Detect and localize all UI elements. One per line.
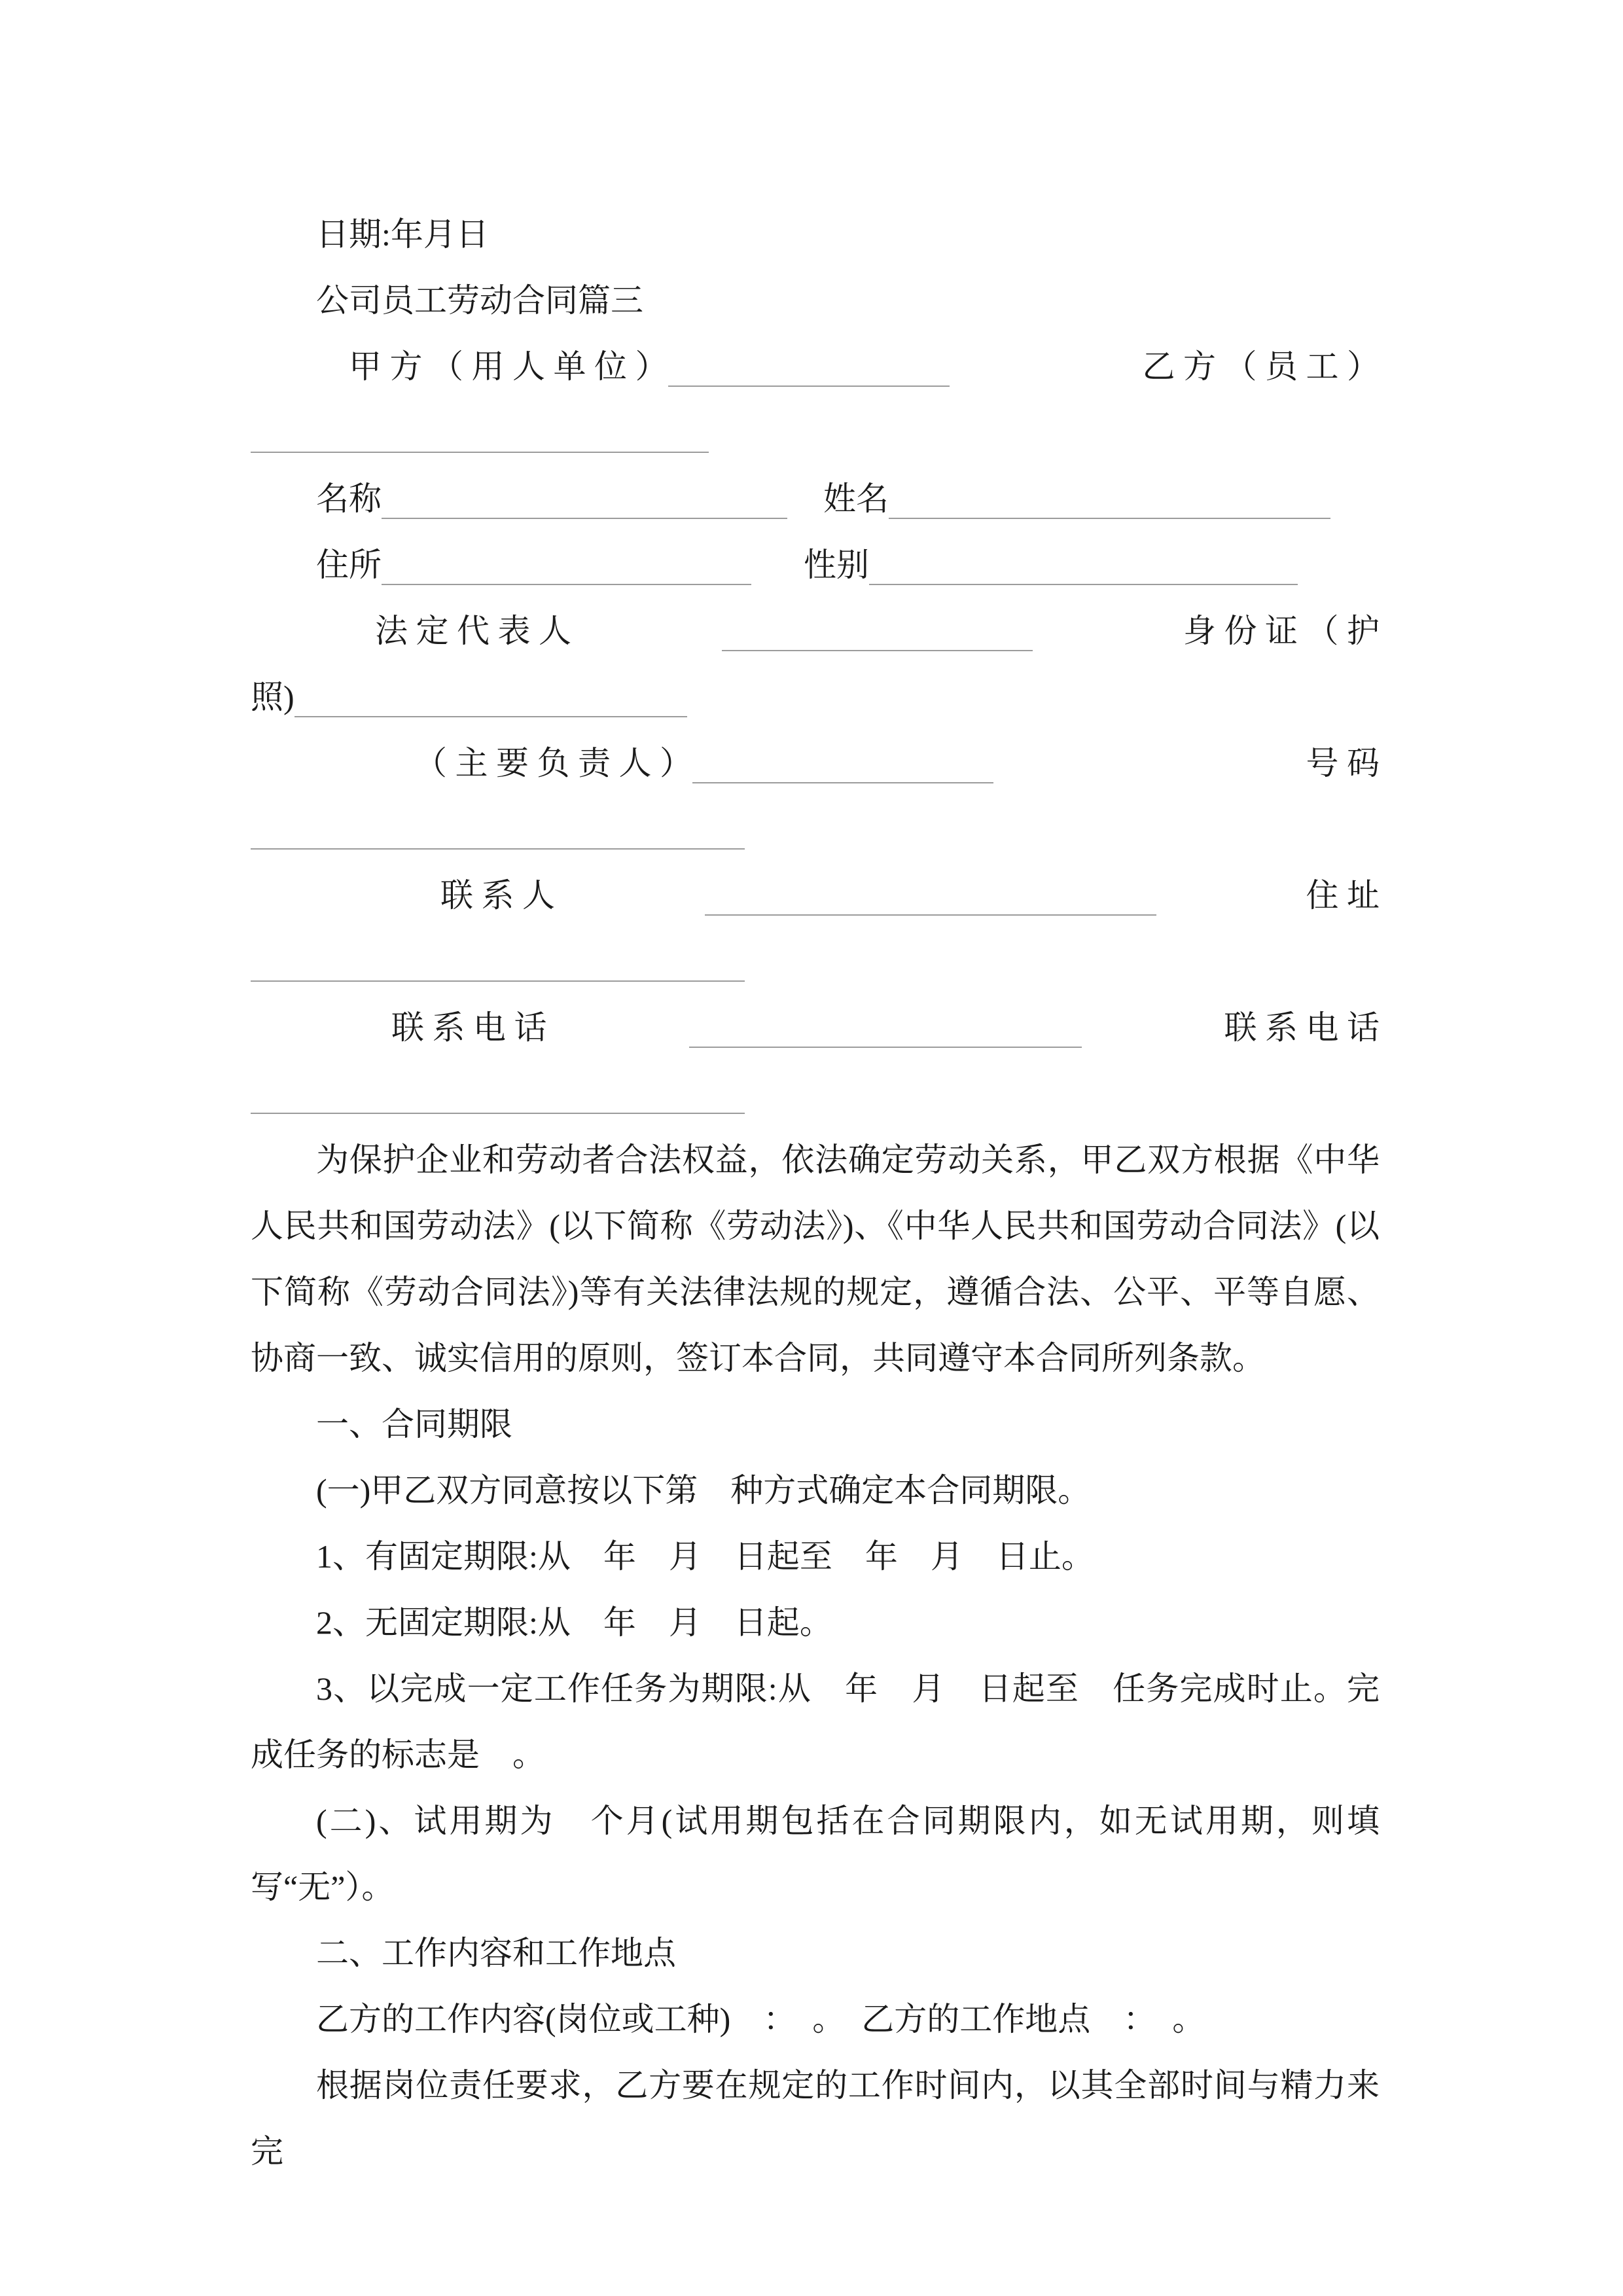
line-item [869,547,1298,583]
line-item [382,480,787,517]
text-run: 乙 方 （ 员 工 ） [1142,348,1380,385]
text-run: 联 系 人 [440,877,555,914]
line-item [375,598,571,664]
line-item [722,598,1033,664]
text-run: 住所 [316,547,382,583]
spacer [751,575,804,576]
blank-field [251,444,709,453]
blank-field [251,973,745,982]
clause-1-fixed-term: 1、有固定期限:从 年 月 日起至 年 月 日止。 [316,1538,1094,1575]
line-item [251,943,745,980]
line-item [889,480,1330,517]
text-run: 法 定 代 表 人 [375,613,571,649]
text-run: 联 系 电 话 [1224,1009,1380,1046]
line-item [391,995,547,1061]
clause-1-task-term: 3、以完成一定工作任务为期限:从 年 月 日起至 任务完成时止。完成任务的标志是 。 [251,1670,1380,1773]
line-item [251,811,745,848]
line-item [414,730,993,797]
blank-field [251,1105,745,1114]
line-item [382,547,751,583]
line-item [316,216,489,253]
blank-field [382,576,751,585]
blank-row [251,1061,1380,1127]
line-item [316,282,643,319]
section-1-heading: 一、合同期限 [316,1406,512,1443]
clause-work-duty: 根据岗位责任要求，乙方要在规定的工作时间内，以其全部时间与精力来完 [251,2067,1380,2170]
text-run: （ 主 要 负 责 人 ） [414,745,692,781]
clause-1-method: (一)甲乙双方同意按以下第 种方式确定本合同期限。 [316,1472,1091,1509]
line-item [705,863,1156,929]
section-2-heading: 二、工作内容和工作地点 [316,1935,676,1971]
blank-field [869,576,1298,585]
doc-title-line [251,268,1380,334]
line-item [316,547,382,583]
line-item [251,679,294,715]
text-run: 联 系 电 话 [391,1009,547,1046]
passport-row [251,664,1380,730]
line-item [1224,995,1380,1061]
line-item [751,547,804,583]
blank-field [692,774,993,783]
line-item [1143,334,1380,400]
text-run: 日期:年月日 [316,216,489,253]
text-run: 住 址 [1306,877,1380,914]
line-item [689,995,1082,1061]
line-item [787,480,823,517]
blank-field [722,642,1033,651]
spacer [787,509,823,510]
principal-row [251,730,1380,797]
text-run: 名称 [316,480,382,517]
blank-field [251,840,745,850]
blank-field [668,378,950,387]
line-item [349,334,950,400]
blank-field [705,906,1156,916]
text-run: 甲 方 （ 用 人 单 位 ） [349,348,668,385]
text-run: 身 份 证 （ 护 [1183,613,1380,649]
line-item [804,547,869,583]
preamble: 为保护企业和劳动者合法权益，依法确定劳动关系，甲乙双方根据《中华人民共和国劳动法》(以下简称《劳动法》)、《中华人民共和国劳动合同法》(以下简称《劳动合同法》)等有关法律法规的规定，遵循合法、公平、平等自愿、协商一致、诚实信用的原则，签订本合同，共同遵守本合同所列条款。 [251,1141,1380,1376]
line-item [251,1075,745,1112]
line-item [316,480,382,517]
text-run: 照) [251,679,294,715]
party-a-b-line [251,334,1380,400]
clause-2-probation: (二)、试用期为 个月(试用期包括在合同期限内，如无试用期，则填写“无”）。 [251,1803,1380,1905]
legal-rep-row [251,598,1380,664]
line-item [440,863,555,929]
clause-work-content: 乙方的工作内容(岗位或工种) ： 。 乙方的工作地点 ： 。 [316,2001,1205,2037]
name-row [251,466,1380,532]
address-gender-row [251,532,1380,598]
line-item [251,414,709,451]
text-run: 姓名 [823,480,889,517]
line-item [1306,863,1380,929]
text-run: 号 码 [1306,745,1380,781]
blank-row [251,929,1380,995]
contact-person-row [251,863,1380,929]
text-run: 公司员工劳动合同篇三 [316,282,643,319]
date-line [251,202,1380,268]
blank-field [382,510,787,519]
blank-row [251,797,1380,863]
blank-field [689,1039,1082,1048]
clause-1-open-term: 2、无固定期限:从 年 月 日起。 [316,1604,832,1641]
text-run: 性别 [804,547,869,583]
party-b-blank-line [251,400,1380,466]
line-item [294,679,687,715]
phone-row [251,995,1380,1061]
blank-field [889,510,1330,519]
line-item [1306,730,1380,797]
line-item [1183,598,1380,664]
blank-field [294,708,687,717]
line-item [823,480,889,517]
document-body [251,202,1380,2185]
